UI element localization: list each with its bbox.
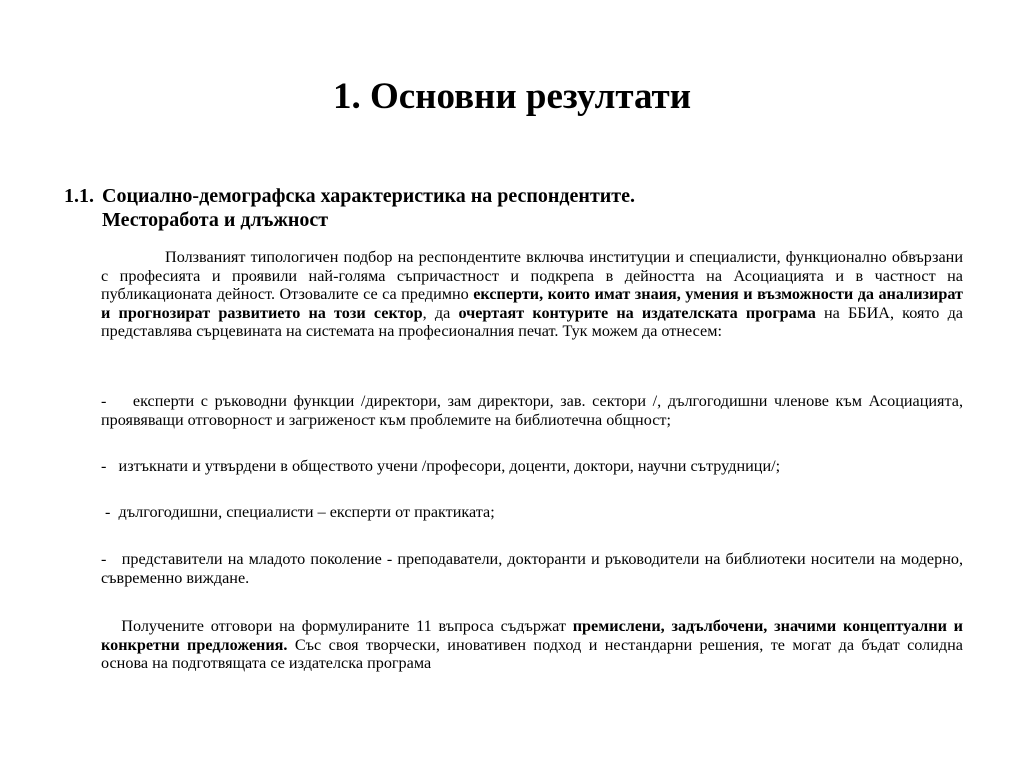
intro-text-3: на ББИА, която да представлява сърцевината на системата на професионалния печат. Тук можем да отнесем: (101, 303, 963, 341)
bullet-item-young-generation (101, 550, 963, 587)
bullet-text: дългогодишни, специалисти – експерти от практиката; (118, 503, 495, 521)
bullet-text: изтъкнати и утвърдени в обществото учени /професори, доценти, доктори, научни сътрудници/; (118, 457, 781, 475)
conclusion-paragraph (101, 617, 963, 673)
intro-text-2: , да (422, 303, 459, 322)
intro-bold-1: експерти, които имат знаия, умения и възможности да анализират и прогнозират развитието на този сектор (101, 285, 963, 322)
bullet-dash: - (101, 457, 107, 475)
bullet-item-practitioners (101, 503, 963, 522)
section-heading-line2: Месторабота и длъжност (102, 209, 329, 231)
section-heading (64, 184, 924, 232)
bullet-text: представители на младото поколение - преподаватели, докторанти и ръководители на библиотеки носители на модерно, съвременно виждане. (101, 550, 963, 587)
intro-paragraph (101, 248, 963, 341)
bullet-text: експерти с ръководни функции /директори, зам директори, зав. сектори /, дългогодишни членове към Асоциацията, проявяващи отговорност и загриженост към проблемите на библиотечна общност; (101, 392, 964, 429)
conclusion-text-1: Получените отговори на формулираните 11 въпроса съдържат (121, 617, 573, 635)
bullet-item-scientists (101, 457, 963, 476)
intro-text-1: Ползваният типологичен подбор на респондентите включва институции и специалисти, функционално обвързани с професията и проявили най-голяма съпричастност и подкрепа в дейността на Асоциацията и в частност на публикационата дейност. Отзовалите се са предимно (101, 248, 963, 304)
section-number: 1.1. (64, 185, 94, 207)
section-heading-line1: Социално-демографска характеристика на респондентите. (102, 185, 635, 207)
intro-bold-2: очертаят контурите на издателската програма (458, 303, 816, 322)
conclusion-bold: премислени, задълбочени, значими концептуални и конкретни предложения. (101, 617, 963, 654)
bullet-item-managers (101, 392, 963, 429)
slide-title: 1. Основни резултати (332, 76, 692, 117)
conclusion-text-2: Със своя творчески, иновативен подход и нестандарни решения, те могат да бъдат солидна основа на подготвящата се издателска програма (101, 635, 963, 673)
bullet-dash: - (105, 503, 111, 521)
bullet-dash: - (101, 392, 107, 410)
bullet-dash: - (101, 550, 107, 568)
